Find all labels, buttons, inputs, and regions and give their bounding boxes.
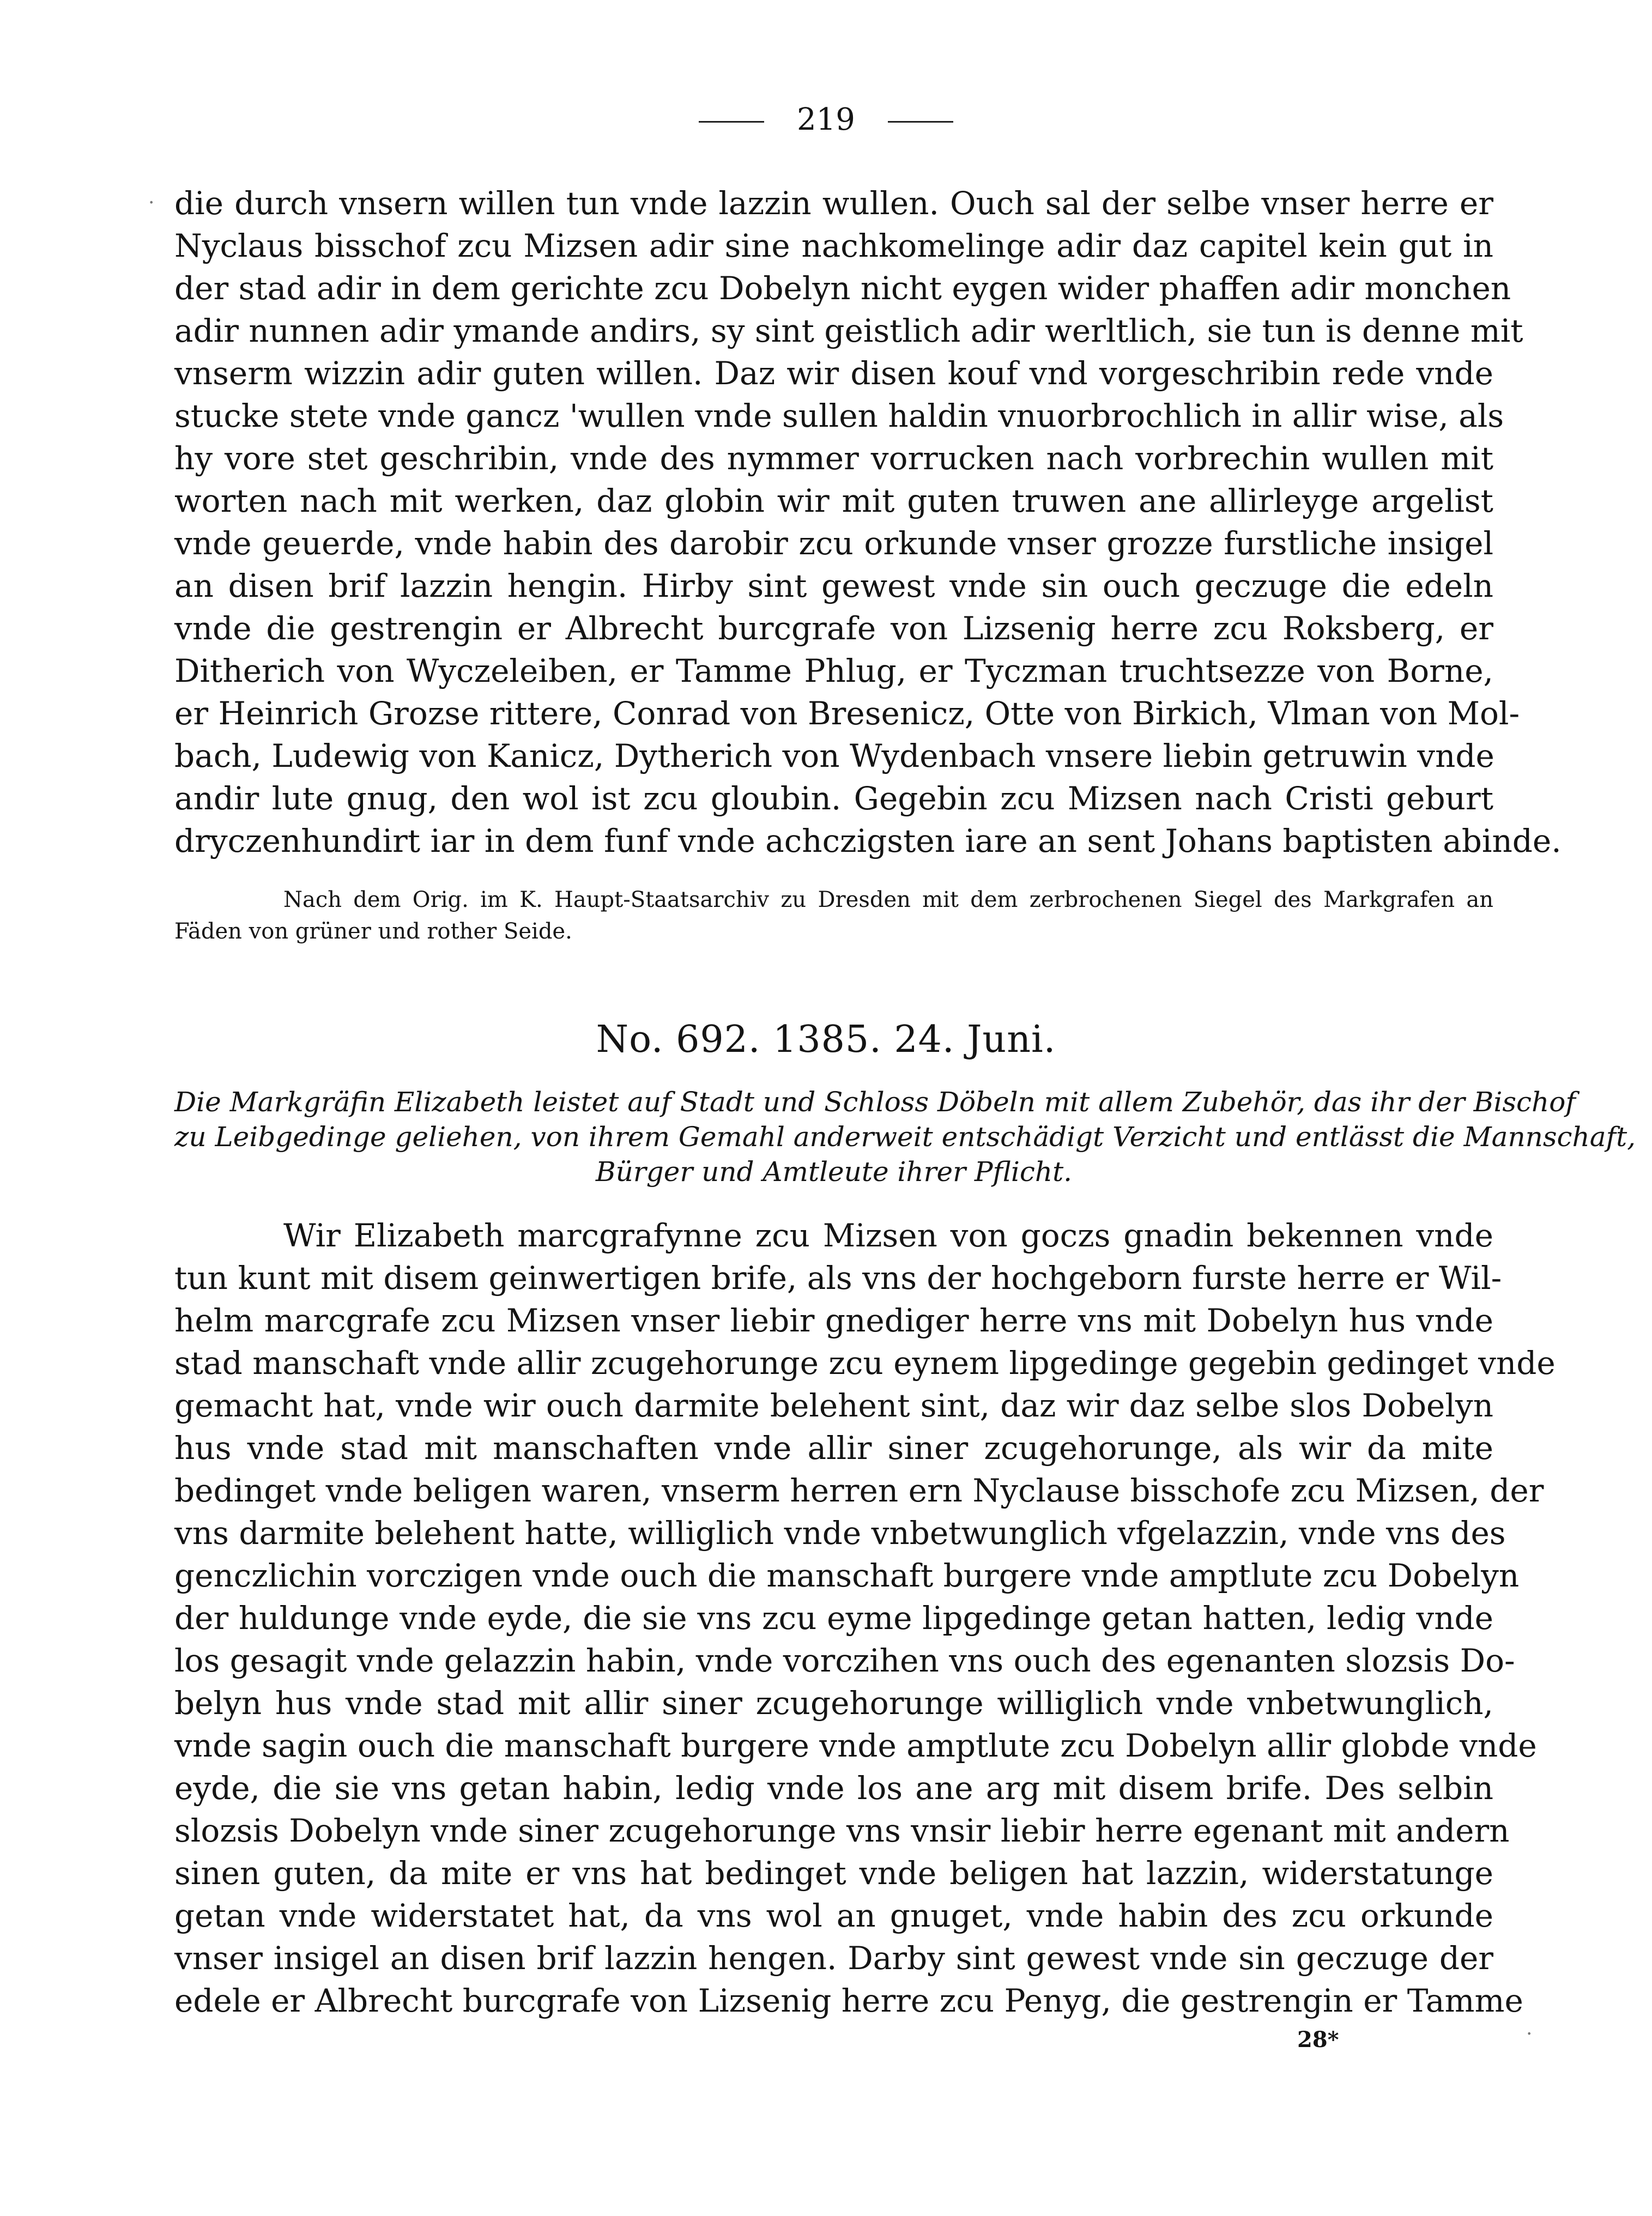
text-line: vnde die gestrengin er Albrecht burcgrafe von Lizsenig herre zcu Roksberg, er — [174, 610, 1493, 647]
text-line: stucke stete vnde gancz 'wullen vnde sullen haldin vnuorbrochlich in allir wise, als — [174, 397, 1504, 434]
entry-title: No. 692. 1385. 24. Juni. — [596, 1018, 1056, 1061]
text-line: hy vore stet geschribin, vnde des nymmer vorrucken nach vorbrechin wullen mit — [174, 440, 1493, 477]
entry-summary — [174, 1085, 1636, 1189]
text-line: tun kunt mit disem geinwertigen brife, als vns der hochgeborn furste herre er Wil- — [174, 1260, 1502, 1297]
header-dash-right — [888, 121, 953, 123]
text-line: an disen brif lazzin hengin. Hirby sint gewest vnde sin ouch geczuge die edeln — [174, 567, 1493, 604]
text-line: hus vnde stad mit manschaften vnde allir siner zcugehorunge, als wir da mite — [174, 1430, 1493, 1467]
text-line: Ditherich von Wyczeleiben, er Tamme Phlug, er Tyczman truchtsezze von Borne, — [174, 652, 1493, 689]
header-dash-left — [699, 121, 764, 123]
text-line: eyde, die sie vns getan habin, ledig vnde los ane arg mit disem brife. Des selbin — [174, 1770, 1493, 1807]
text-line: vns darmite belehent hatte, williglich vnde vnbetwunglich vfgelazzin, vnde vns des — [174, 1515, 1506, 1552]
text-line: Wir Elizabeth marcgrafynne zcu Mizsen von goczs gnadin bekennen vnde — [283, 1217, 1493, 1254]
source-note — [174, 884, 1493, 947]
text-line: sinen guten, da mite er vns hat bedinget vnde beligen hat lazzin, widerstatunge — [174, 1855, 1493, 1892]
text-line: bedinget vnde beligen waren, vnserm herren ern Nyclause bisschofe zcu Mizsen, der — [174, 1472, 1544, 1509]
text-line: getan vnde widerstatet hat, da vns wol an gnuget, vnde habin des zcu orkunde — [174, 1897, 1493, 1934]
page-number: 219 — [797, 102, 855, 137]
text-line: stad manschaft vnde allir zcugehorunge zcu eynem lipgedinge gegebin gedinget vnde — [174, 1345, 1556, 1382]
text-line: slozsis Dobelyn vnde siner zcugehorunge vns vnsir liebir herre egenant mit andern — [174, 1812, 1510, 1849]
text-line: dryczenhundirt iar in dem funf vnde achczigsten iare an sent Johans baptisten abinde. — [174, 822, 1562, 859]
charter-text-continued — [174, 182, 1562, 862]
text-line: bach, Ludewig von Kanicz, Dytherich von Wydenbach vnsere liebin getruwin vnde — [174, 737, 1494, 774]
text-line: die durch vnsern willen tun vnde lazzin wullen. Ouch sal der selbe vnser herre er — [174, 185, 1493, 222]
page-header — [0, 101, 1652, 139]
text-line: andir lute gnug, den wol ist zcu gloubin. Gegebin zcu Mizsen nach Cristi geburt — [174, 780, 1493, 817]
text-line: adir nunnen adir ymande andirs, sy sint geistlich adir werltlich, sie tun is denne mit — [174, 312, 1523, 349]
text-line: edele er Albrecht burcgrafe von Lizsenig herre zcu Penyg, die gestrengin er Tamme — [174, 1982, 1523, 2019]
text-line: Nyclaus bisschof zcu Mizsen adir sine nachkomelinge adir daz capitel kein gut in — [174, 227, 1493, 264]
summary-line: Bürger und Amtleute ihrer Pflicht. — [595, 1156, 1073, 1188]
text-line: worten nach mit werken, daz globin wir mit guten truwen ane allirleyge argelist — [174, 482, 1493, 519]
margin-dot: · — [1526, 2023, 1533, 2045]
signature-mark: 28* — [1297, 2027, 1339, 2052]
text-line: genczlichin vorczigen vnde ouch die manschaft burgere vnde amptlute zcu Dobelyn — [174, 1557, 1520, 1594]
text-line: helm marcgrafe zcu Mizsen vnser liebir gnediger herre vns mit Dobelyn hus vnde — [174, 1302, 1493, 1339]
text-line: er Heinrich Grozse rittere, Conrad von Bresenicz, Otte von Birkich, Vlman von Mol- — [174, 695, 1520, 732]
text-line: gemacht hat, vnde wir ouch darmite belehent sint, daz wir daz selbe slos Dobelyn — [174, 1387, 1493, 1424]
text-line: vnde sagin ouch die manschaft burgere vnde amptlute zcu Dobelyn allir globde vnde — [174, 1727, 1537, 1764]
note-line: Nach dem Orig. im K. Haupt-Staatsarchiv zu Dresden mit dem zerbrochenen Siegel des Markgrafen an — [283, 887, 1493, 912]
summary-line: zu Leibgedinge geliehen, von ihrem Gemahl anderweit entschädigt Verzicht und entlässt die Mannschaft, — [174, 1121, 1636, 1153]
margin-dot: · — [148, 192, 155, 214]
text-line: der stad adir in dem gerichte zcu Dobelyn nicht eygen wider phaffen adir monchen — [174, 270, 1511, 307]
note-line: Fäden von grüner und rother Seide. — [174, 919, 572, 944]
charter-text — [174, 1214, 1556, 2022]
summary-line: Die Markgräfin Elizabeth leistet auf Stadt und Schloss Döbeln mit allem Zubehör, das ihr der Bischof — [174, 1086, 1576, 1118]
text-line: belyn hus vnde stad mit allir siner zcugehorunge williglich vnde vnbetwunglich, — [174, 1685, 1493, 1722]
text-line: vnserm wizzin adir guten willen. Daz wir disen kouf vnd vorgeschribin rede vnde — [174, 355, 1493, 392]
text-line: vnser insigel an disen brif lazzin hengen. Darby sint gewest vnde sin geczuge der — [174, 1940, 1493, 1977]
text-line: los gesagit vnde gelazzin habin, vnde vorczihen vns ouch des egenanten slozsis Do- — [174, 1642, 1515, 1679]
text-line: der huldunge vnde eyde, die sie vns zcu eyme lipgedinge getan hatten, ledig vnde — [174, 1600, 1493, 1637]
text-line: vnde geuerde, vnde habin des darobir zcu orkunde vnser grozze furstliche insigel — [174, 525, 1493, 562]
